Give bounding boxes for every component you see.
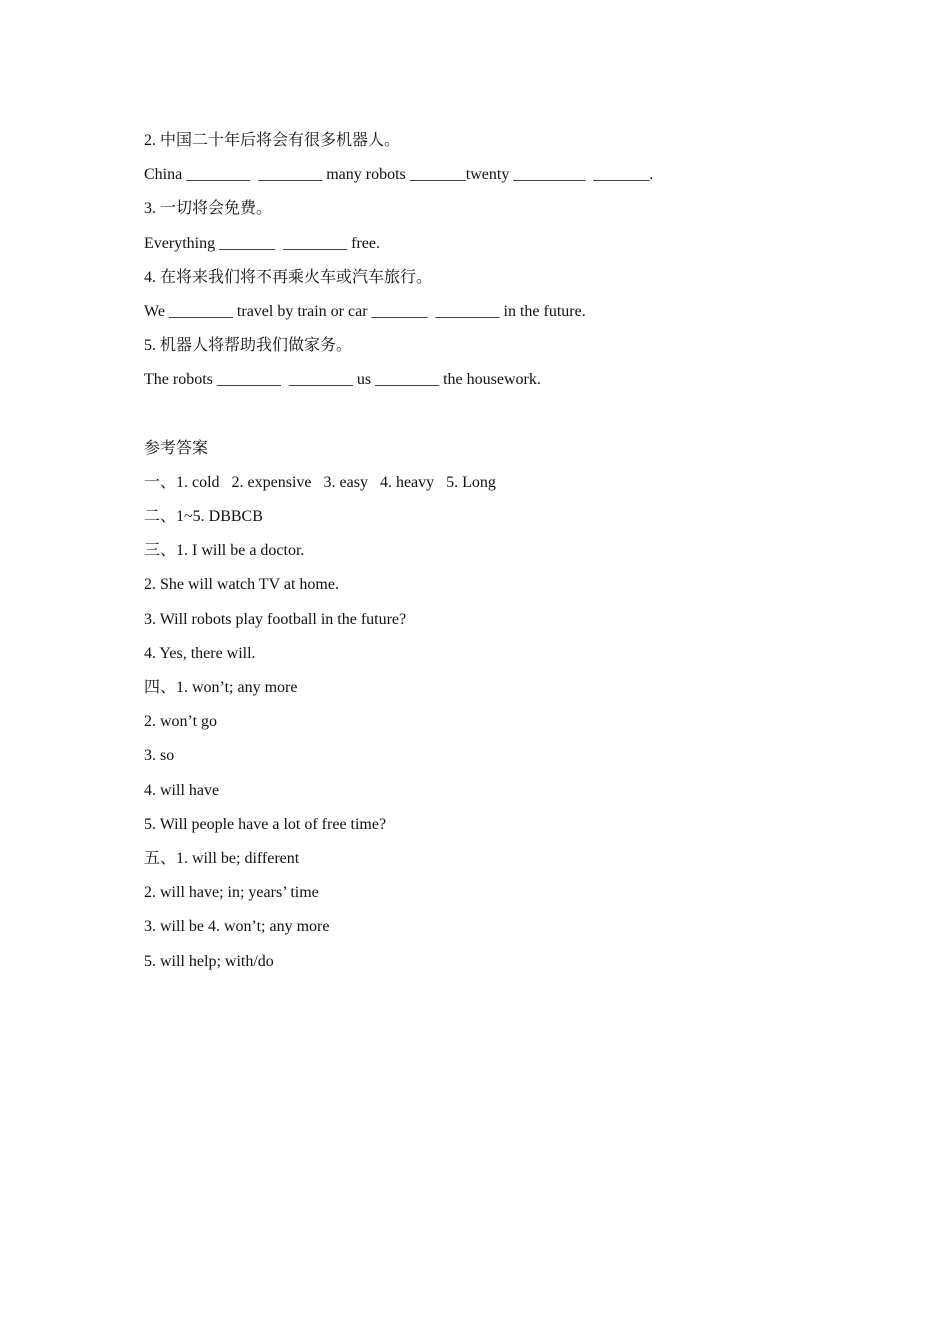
answer-line: 五、1. will be; different xyxy=(144,849,300,867)
answer-key-section xyxy=(144,432,844,979)
answer-line: 2. will have; in; years’ time xyxy=(144,884,319,902)
question-3-english: Everything _______ ________ free. xyxy=(144,234,380,252)
question-5-english: The robots ________ ________ us ________ the housework. xyxy=(144,371,541,389)
answer-line: 二、1~5. DBBCB xyxy=(144,508,263,526)
document-content xyxy=(144,124,844,979)
section-spacer xyxy=(144,398,844,432)
answer-key-heading: 参考答案 xyxy=(144,439,209,457)
answer-line: 5. will help; with/do xyxy=(144,952,274,970)
answer-line: 4. will have xyxy=(144,781,220,799)
answer-line: 三、1. I will be a doctor. xyxy=(144,542,305,560)
answer-line: 2. won’t go xyxy=(144,713,218,731)
answer-line: 一、1. cold 2. expensive 3. easy 4. heavy 5. Long xyxy=(144,473,496,491)
answer-line: 2. She will watch TV at home. xyxy=(144,576,339,594)
answer-line: 3. Will robots play football in the future? xyxy=(144,610,407,628)
question-4-chinese: 4. 在将来我们将不再乘火车或汽车旅行。 xyxy=(144,268,433,286)
answer-line: 四、1. won’t; any more xyxy=(144,679,298,696)
question-2-chinese: 2. 中国二十年后将会有很多机器人。 xyxy=(144,132,401,149)
question-2-english: China ________ ________ many robots _______twenty _________ _______. xyxy=(144,166,654,184)
question-3-chinese: 3. 一切将会免费。 xyxy=(144,200,273,218)
question-4-english: We ________ travel by train or car _______ ________ in the future. xyxy=(144,302,586,320)
exercise-section xyxy=(144,124,844,398)
answer-line: 4. Yes, there will. xyxy=(144,644,256,662)
answer-line: 3. so xyxy=(144,747,175,765)
question-5-chinese: 5. 机器人将帮助我们做家务。 xyxy=(144,337,353,355)
answer-line: 5. Will people have a lot of free time? xyxy=(144,815,387,833)
answer-line: 3. will be 4. won’t; any more xyxy=(144,918,330,936)
